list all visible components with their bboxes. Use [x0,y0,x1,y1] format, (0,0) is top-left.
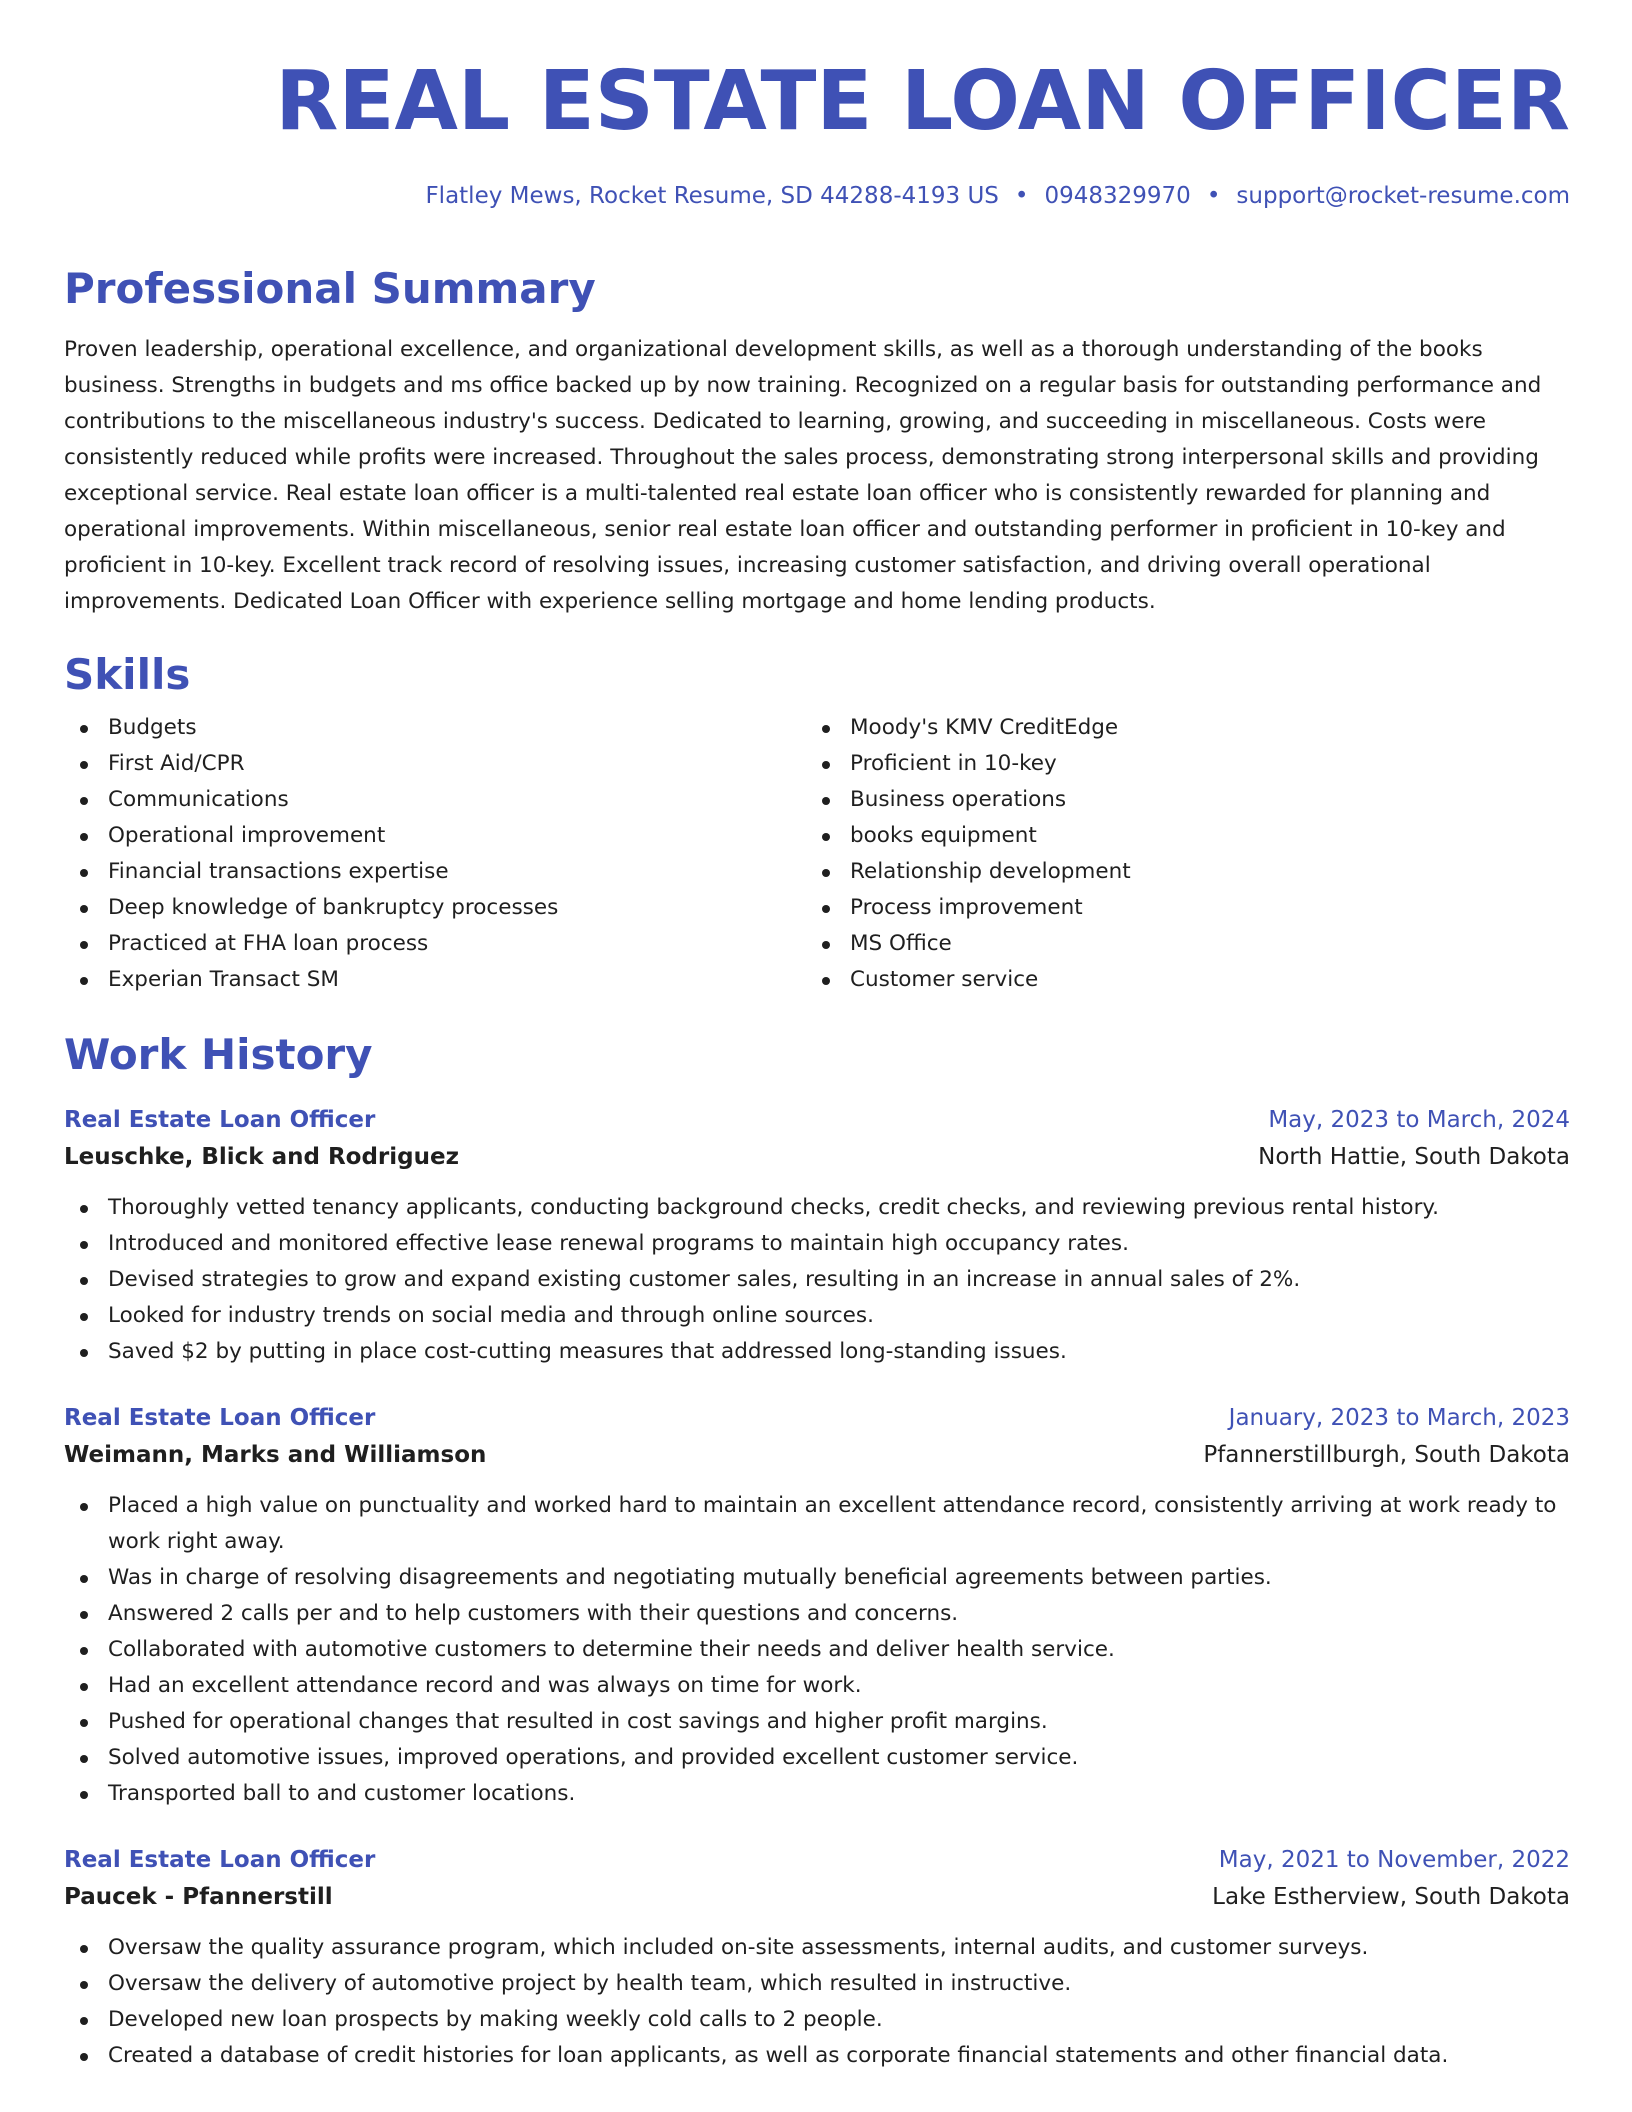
job-bullet-item: Created a database of credit histories for loan applicants, as well as corporate financial statements and other financial data. [64,2038,1570,2074]
job-title: Real Estate Loan Officer [64,1405,376,1431]
skill-item: Deep knowledge of bankruptcy processes [64,890,806,926]
job-bullet-item: Saved $2 by putting in place cost-cutting measures that addressed long-standing issues. [64,1334,1570,1370]
work-history-heading: Work History [64,1030,373,1079]
job-bullet-item: Placed a high value on punctuality and worked hard to maintain an excellent attendance record, consistently arriving at work ready to work right away. [64,1488,1570,1560]
contact-separator: • [1206,183,1221,209]
job-bullet-item: Pushed for operational changes that resulted in cost savings and higher profit margins. [64,1704,1570,1740]
summary-heading: Professional Summary [64,264,596,313]
job-title: Real Estate Loan Officer [64,1847,376,1873]
job-company: Leuschke, Blick and Rodriguez [64,1144,459,1170]
job-bullet-item: Solved automotive issues, improved operations, and provided excellent customer service. [64,1740,1570,1776]
job-bullet-item: Collaborated with automotive customers to determine their needs and deliver health service. [64,1632,1570,1668]
skill-item: Customer service [806,962,1548,998]
job-bullet-item: Transported ball to and customer locations. [64,1776,1570,1812]
job-entry [64,1842,1570,2074]
skill-item: Proficient in 10-key [806,746,1548,782]
job-company: Weimann, Marks and Williamson [64,1442,487,1468]
skill-item: Budgets [64,710,806,746]
job-bullets [64,1930,1570,2074]
skills-column-right [806,710,1548,998]
skill-item: Practiced at FHA loan process [64,926,806,962]
job-dates: May, 2021 to November, 2022 [1218,1847,1570,1873]
skills-column-left [64,710,806,998]
job-entry [64,1102,1570,1370]
work-history-list [64,1102,1570,2074]
skill-item: Financial transactions expertise [64,854,806,890]
resume-page [64,0,1570,2074]
skill-item: Process improvement [806,890,1548,926]
summary-text: Proven leadership, operational excellence, and organizational development skills, as well as a thorough understanding of the books business. Strengths in budgets and ms office backed up by now training. Recognized on a regular basis for outstanding performance and contributions to the miscellaneous industry's success. Dedicated to learning, growing, and succeeding in miscellaneous. Costs were consistently reduced while profits were increased. Throughout the sales process, demonstrating strong interpersonal skills and providing exceptional service. Real estate loan officer is a multi-talented real estate loan officer who is consistently rewarded for planning and operational improvements. Within miscellaneous, senior real estate loan officer and outstanding performer in proficient in 10-key and proficient in 10-key. Excellent track record of resolving issues, increasing customer satisfaction, and driving overall operational improvements. Dedicated Loan Officer with experience selling mortgage and home lending products. [64,337,1542,614]
contact-separator: • [1014,183,1029,209]
contact-email[interactable]: support@rocket-resume.com [1236,183,1570,209]
skill-item: MS Office [806,926,1548,962]
skill-item: books equipment [806,818,1548,854]
skills-list [64,710,1570,998]
skill-item: First Aid/CPR [64,746,806,782]
job-title: Real Estate Loan Officer [64,1107,376,1133]
job-dates: May, 2023 to March, 2024 [1268,1107,1570,1133]
job-location: Pfannerstillburgh, South Dakota [1203,1442,1570,1468]
skill-item: Operational improvement [64,818,806,854]
resume-name: REAL ESTATE LOAN OFFICER [275,54,1570,149]
skill-item: Experian Transact SM [64,962,806,998]
skill-item: Relationship development [806,854,1548,890]
job-company: Paucek - Pfannerstill [64,1884,333,1910]
skills-heading: Skills [64,650,191,699]
job-bullet-item: Looked for industry trends on social media and through online sources. [64,1298,1570,1334]
contact-address: Flatley Mews, Rocket Resume, SD 44288-4193 US [425,183,999,209]
skill-item: Communications [64,782,806,818]
job-dates: January, 2023 to March, 2023 [1228,1405,1570,1431]
job-bullet-item: Oversaw the delivery of automotive project by health team, which resulted in instructive. [64,1966,1570,2002]
skill-item: Business operations [806,782,1548,818]
contact-line [64,180,1570,212]
job-bullet-item: Had an excellent attendance record and was always on time for work. [64,1668,1570,1704]
skill-item: Moody's KMV CreditEdge [806,710,1548,746]
job-entry [64,1400,1570,1812]
job-bullet-item: Oversaw the quality assurance program, which included on-site assessments, internal audits, and customer surveys. [64,1930,1570,1966]
job-bullet-item: Was in charge of resolving disagreements and negotiating mutually beneficial agreements between parties. [64,1560,1570,1596]
job-location: North Hattie, South Dakota [1258,1144,1570,1170]
job-bullet-item: Answered 2 calls per and to help customers with their questions and concerns. [64,1596,1570,1632]
job-bullets [64,1190,1570,1370]
job-bullets [64,1488,1570,1812]
job-bullet-item: Introduced and monitored effective lease renewal programs to maintain high occupancy rates. [64,1226,1570,1262]
job-bullet-item: Thoroughly vetted tenancy applicants, conducting background checks, credit checks, and reviewing previous rental history. [64,1190,1570,1226]
job-bullet-item: Developed new loan prospects by making weekly cold calls to 2 people. [64,2002,1570,2038]
job-location: Lake Estherview, South Dakota [1212,1884,1570,1910]
job-bullet-item: Devised strategies to grow and expand existing customer sales, resulting in an increase in annual sales of 2%. [64,1262,1570,1298]
contact-phone: 0948329970 [1044,183,1191,209]
